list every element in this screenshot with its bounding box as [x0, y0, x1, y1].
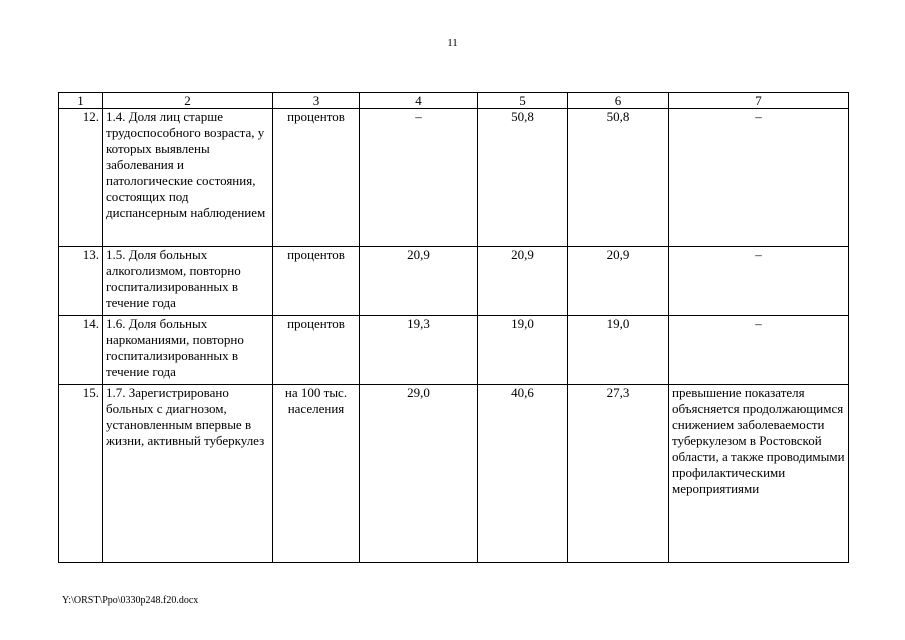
header-cell: 1 [59, 93, 103, 109]
indicators-table [58, 92, 849, 563]
header-cell: 6 [568, 93, 669, 109]
value-cell: 20,9 [360, 247, 478, 316]
unit-cell: процентов [273, 109, 360, 247]
unit-cell: на 100 тыс. населения [273, 385, 360, 563]
value-cell: 50,8 [568, 109, 669, 247]
table-row [59, 109, 849, 247]
value-cell: 19,3 [360, 316, 478, 385]
value-cell: 19,0 [568, 316, 669, 385]
unit-cell: процентов [273, 247, 360, 316]
indicator-name-cell: 1.4. Доля лиц старше трудоспособного возраста, у которых выявлены заболевания и патологические состояния, состоящих под диспансерным наблюдением [103, 109, 273, 247]
value-cell: – [360, 109, 478, 247]
value-cell: 20,9 [568, 247, 669, 316]
value-cell: 20,9 [478, 247, 568, 316]
row-number-cell: 12. [59, 109, 103, 247]
table-row [59, 316, 849, 385]
value-cell: 40,6 [478, 385, 568, 563]
header-cell: 2 [103, 93, 273, 109]
header-cell: 5 [478, 93, 568, 109]
indicator-name-cell: 1.7. Зарегистрировано больных с диагнозом, установленным впервые в жизни, активный туберкулез [103, 385, 273, 563]
header-cell: 4 [360, 93, 478, 109]
page-number: 11 [447, 37, 458, 49]
table-row [59, 385, 849, 563]
row-number-cell: 14. [59, 316, 103, 385]
file-path-footer: Y:\ORST\Ppo\0330p248.f20.docx [62, 595, 199, 606]
table-row [59, 247, 849, 316]
comment-cell: превышение показателя объясняется продолжающимся снижением заболеваемости туберкулезом в Ростовской области, а также проводимыми профилактическими мероприятиями [669, 385, 849, 563]
comment-cell: – [669, 247, 849, 316]
row-number-cell: 13. [59, 247, 103, 316]
comment-cell: – [669, 109, 849, 247]
value-cell: 19,0 [478, 316, 568, 385]
indicator-name-cell: 1.5. Доля больных алкоголизмом, повторно госпитализированных в течение года [103, 247, 273, 316]
value-cell: 27,3 [568, 385, 669, 563]
table-header-row [59, 93, 849, 109]
header-cell: 3 [273, 93, 360, 109]
indicator-name-cell: 1.6. Доля больных наркоманиями, повторно госпитализированных в течение года [103, 316, 273, 385]
value-cell: 29,0 [360, 385, 478, 563]
comment-cell: – [669, 316, 849, 385]
row-number-cell: 15. [59, 385, 103, 563]
value-cell: 50,8 [478, 109, 568, 247]
header-cell: 7 [669, 93, 849, 109]
unit-cell: процентов [273, 316, 360, 385]
